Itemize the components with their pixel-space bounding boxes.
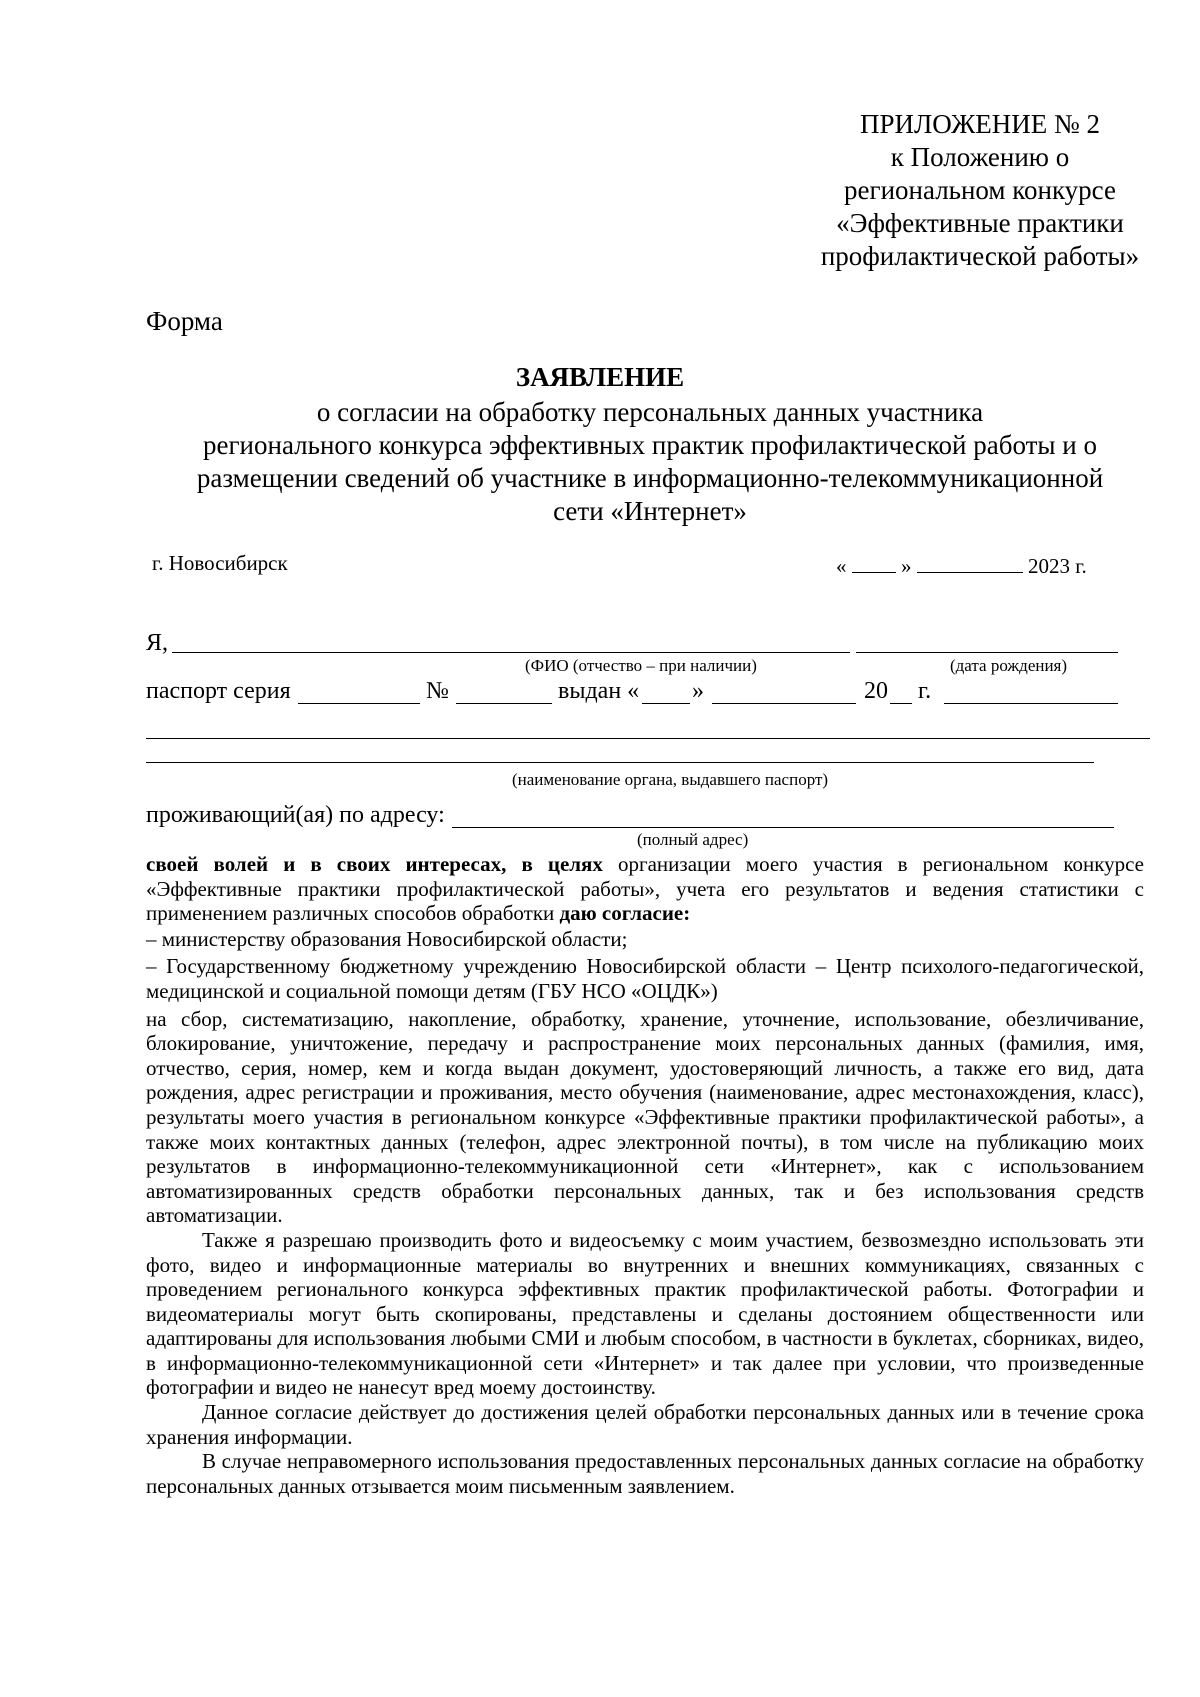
number-sign: № — [426, 678, 449, 704]
subtitle-line: сети «Интернет» — [553, 496, 747, 526]
list-item: – Государственному бюджетному учреждению Новосибирской области – Центр психолого-педагогической, медицинской и социальной помощи детям (ГБУ НСО «ОЦДК») — [146, 954, 1144, 1003]
passport-series-label: паспорт серия — [146, 678, 291, 704]
issued-month-blank[interactable] — [712, 703, 856, 704]
dob-hint: (дата рождения) — [950, 656, 1068, 675]
appendix-block — [760, 108, 1200, 273]
appendix-line: профилактической работы» — [820, 241, 1140, 271]
issuer-hint: (наименование органа, выдавшего паспорт) — [512, 770, 829, 789]
month-blank[interactable] — [917, 551, 1023, 573]
subtitle-line: о согласии на обработку персональных данных участника — [316, 397, 984, 427]
date-year: 2023 г. — [1028, 554, 1087, 578]
fio-hint: (ФИО (отчество – при наличии) — [525, 656, 757, 675]
list-item: – министерству образования Новосибирской области; — [146, 926, 628, 951]
ya-label: Я, — [146, 630, 169, 656]
appendix-line: региональном конкурсе — [844, 175, 1116, 205]
fio-blank[interactable] — [172, 652, 850, 653]
document-subtitle — [150, 396, 1150, 528]
issued-day-blank[interactable] — [642, 703, 690, 704]
issuer-blank-1[interactable] — [146, 738, 1150, 739]
issued-label: выдан « — [558, 678, 640, 704]
appendix-line: ПРИЛОЖЕНИЕ № 2 — [859, 109, 1101, 139]
subtitle-line: размещении сведений об участнике в информационно-телекоммуникационной — [196, 463, 1104, 493]
consent-paragraph — [146, 852, 1144, 926]
dob-blank[interactable] — [856, 652, 1118, 653]
passport-extra-blank[interactable] — [944, 703, 1118, 704]
issued-year-blank[interactable] — [890, 703, 912, 704]
bold-phrase: своей волей и в своих интересах, в целях — [146, 852, 603, 876]
city-label: г. Новосибирск — [152, 551, 288, 575]
passport-number-blank[interactable] — [456, 703, 552, 704]
consent-paragraph: Также я разрешаю производить фото и видеосъемку с моим участием, безвозмездно использовать эти фото, видео и информационные материалы во внутренних и внешних коммуникациях, связанных с проведением регионального конкурса эффективных практик профилактической работы. Фотографии и видеоматериалы могут быть скопированы, представлены и сделаны достоянием общественности или адаптированы для использования любыми СМИ и любым способом, в частности в буклетах, сборниках, видео, в информационно-телекоммуникационной сети «Интернет» и так далее при условии, что произведенные фотографии и видео не нанесут вред моему достоинству. — [146, 1227, 1144, 1400]
consent-paragraph: на сбор, систематизацию, накопление, обработку, хранение, уточнение, использование, обезличивание, блокирование, уничтожение, передачу и распространение моих персональных данных (фамилия, имя, отчество, серия, номер, кем и когда выдан документ, удостоверяющий личность, а также его вид, дата рождения, адрес регистрации и проживания, место обучения (наименование, адрес местонахождения, класс), результаты моего участия в региональном конкурсе «Эффективные практики профилактической работы», а также моих контактных данных (телефон, адрес электронной почты), в том числе на публикацию моих результатов в информационно-телекоммуникационной сети «Интернет», как с использованием автоматизированных средств обработки персональных данных, так и без использования средств автоматизации. — [146, 1006, 1144, 1228]
year-prefix: 20 — [864, 678, 888, 704]
consent-body — [146, 852, 1144, 1498]
year-suffix: г. — [918, 678, 932, 704]
passport-series-blank[interactable] — [298, 703, 420, 704]
address-blank[interactable] — [452, 827, 1114, 828]
subtitle-line: регионального конкурса эффективных практик профилактической работы и о — [203, 430, 1097, 460]
address-hint: (полный адрес) — [637, 830, 749, 849]
form-label: Форма — [146, 306, 223, 336]
consent-text: организации моего участия в региональном конкурсе «Эффективные практики профилактической работы», учета его результатов и ведения статистики с применением различных способов обработки — [146, 852, 1145, 926]
consent-paragraph: В случае неправомерного использования предоставленных персональных данных согласие на обработку персональных данных отзывается моим письменным заявлением. — [146, 1449, 1144, 1498]
issued-close-quote: » — [692, 678, 704, 704]
document-title: ЗАЯВЛЕНИЕ — [515, 362, 685, 392]
issuer-blank-2[interactable] — [146, 762, 1094, 763]
date-open-quote: « — [836, 554, 847, 578]
date-close-quote: » — [901, 554, 912, 578]
appendix-line: «Эффективные практики — [836, 208, 1124, 238]
day-blank[interactable] — [852, 551, 896, 573]
bold-phrase: даю согласие: — [559, 901, 691, 926]
appendix-line: к Положению о — [890, 142, 1070, 172]
consent-paragraph: Данное согласие действует до достижения целей обработки персональных данных или в течение срока хранения информации. — [146, 1400, 1144, 1449]
address-label: проживающий(ая) по адресу: — [146, 802, 445, 828]
date-field — [836, 551, 1087, 579]
